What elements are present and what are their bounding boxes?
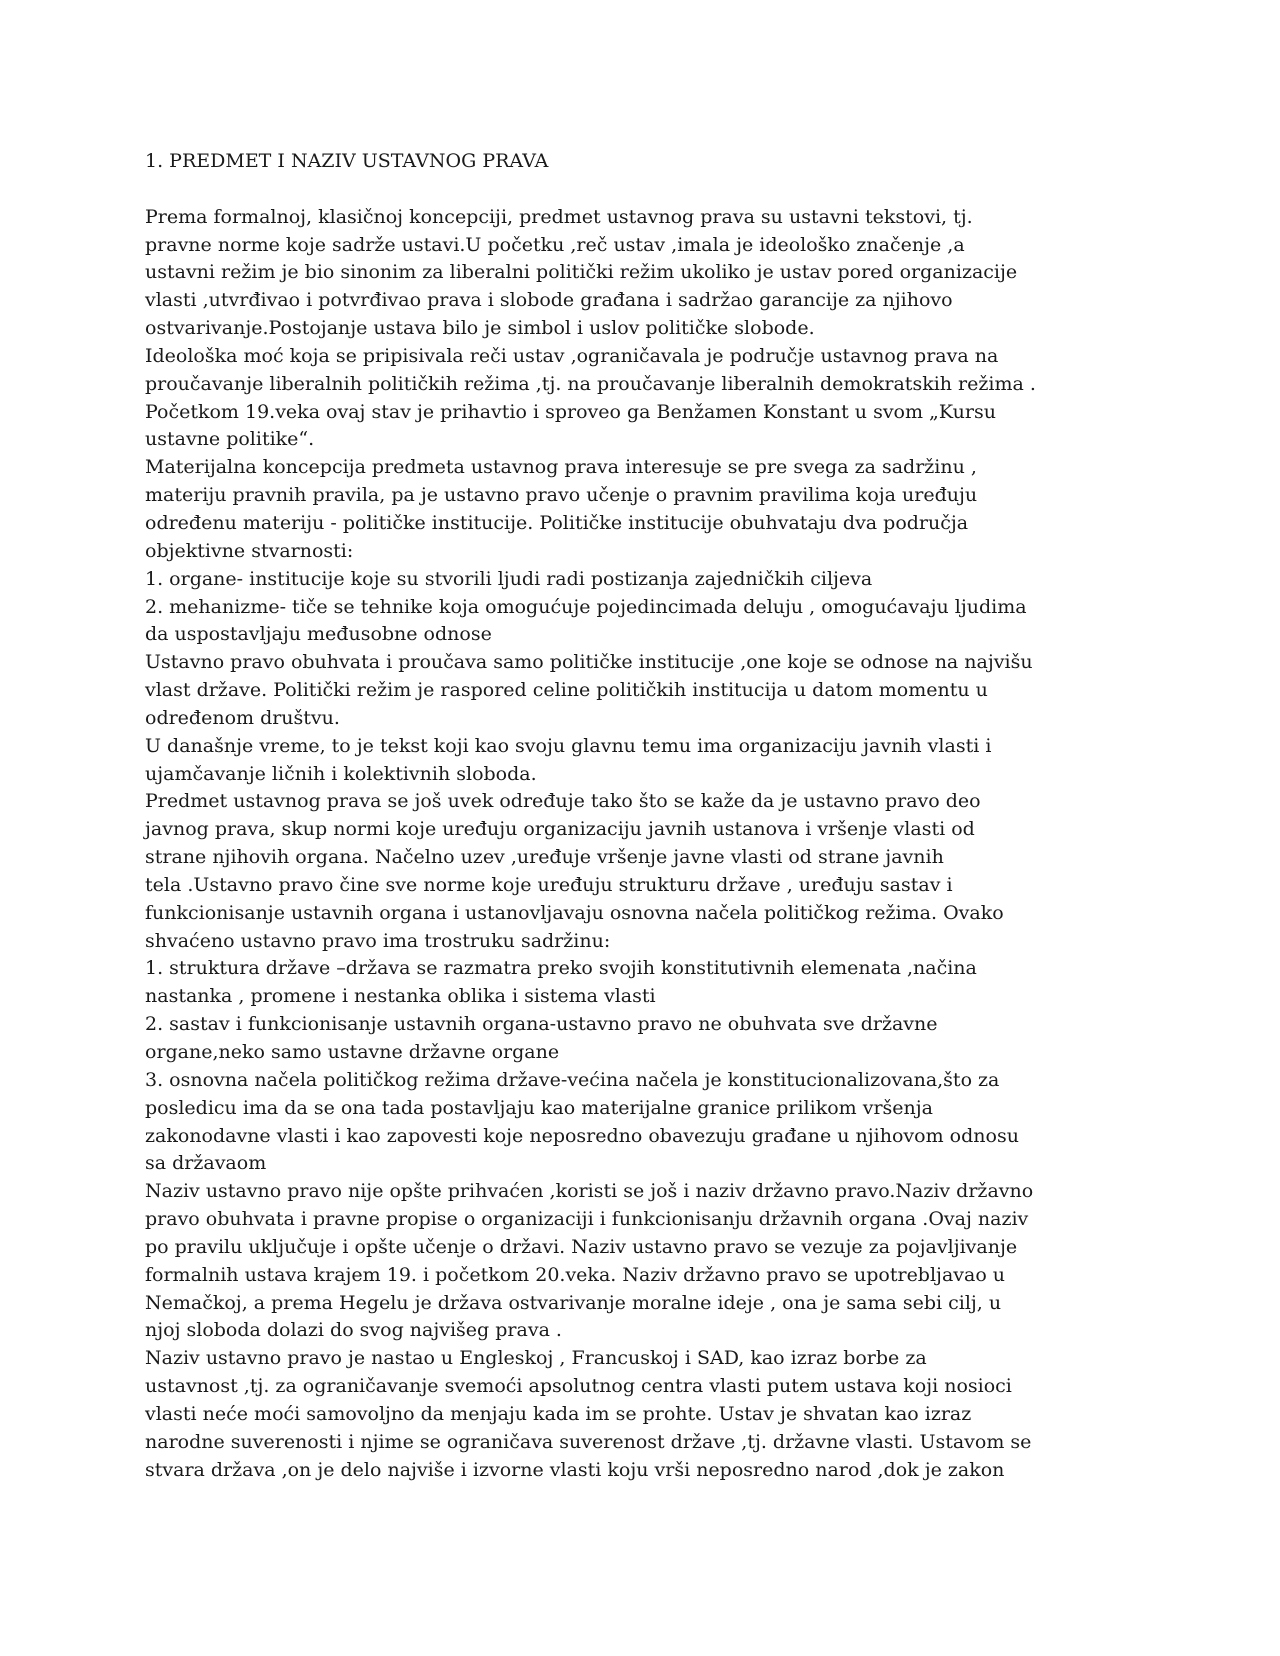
document-body <box>145 148 1135 1485</box>
text-line: javnog prava, skup normi koje uređuju organizaciju javnih ustanova i vršenje vlasti od <box>145 818 975 841</box>
text-line: Nemačkoj, a prema Hegelu je država ostvarivanje moralne ideje , ona je sama sebi cilj, u <box>145 1291 1002 1314</box>
text-line: strane njihovih organa. Načelno uzev ,uređuje vršenje javne vlasti od strane javnih <box>145 846 944 869</box>
text-line: 3. osnovna načela političkog režima države-većina načela je konstitucionalizovana,što za <box>145 1068 1000 1091</box>
text-line: Ustavno pravo obuhvata i proučava samo političke institucije ,one koje se odnose na najvišu <box>145 651 1033 674</box>
text-line: 2. mehanizme- tiče se tehnike koja omogućuje pojedincimada deluju , omogućavaju ljudima <box>145 595 1027 618</box>
text-line: Prema formalnoj, klasičnoj koncepciji, predmet ustavnog prava su ustavni tekstovi, tj. <box>145 205 973 228</box>
text-line: narodne suverenosti i njime se ograničava suverenost države ,tj. državne vlasti. Ustavom se <box>145 1430 1032 1453</box>
text-line: određenu materiju - političke institucije. Političke institucije obuhvataju dva područja <box>145 511 969 534</box>
text-line: zakonodavne vlasti i kao zapovesti koje neposredno obavezuju građane u njihovom odnosu <box>145 1124 1019 1147</box>
text-line: posledicu ima da se ona tada postavljaju kao materijalne granice prilikom vršenja <box>145 1096 933 1119</box>
text-line: pravne norme koje sadrže ustavi.U početku ,reč ustav ,imala je ideološko značenje ,a <box>145 233 965 256</box>
text-line: funkcionisanje ustavnih organa i ustanovljavaju osnovna načela političkog režima. Ovako <box>145 901 1004 924</box>
text-line: 1. struktura države –država se razmatra preko svojih konstitutivnih elemenata ,načina <box>145 957 977 980</box>
document-title: 1. PREDMET I NAZIV USTAVNOG PRAVA <box>145 150 549 172</box>
text-line: sa državaom <box>145 1152 267 1175</box>
text-line: 1. organe- institucije koje su stvorili ljudi radi postizanja zajedničkih ciljeva <box>145 567 873 590</box>
text-line: vlasti neće moći samovoljno da menjaju kada im se prohte. Ustav je shvatan kao izraz <box>145 1402 972 1425</box>
text-line: ustavne politike“. <box>145 428 315 451</box>
text-line: određenom društvu. <box>145 706 340 729</box>
text-line: Materijalna koncepcija predmeta ustavnog prava interesuje se pre svega za sadržinu , <box>145 456 977 479</box>
text-line: shvaćeno ustavno pravo ima trostruku sadržinu: <box>145 929 611 952</box>
text-line: vlasti ,utvrđivao i potvrđivao prava i slobode građana i sadržao garancije za njihovo <box>145 289 953 312</box>
text-line: U današnje vreme, to je tekst koji kao svoju glavnu temu ima organizaciju javnih vlasti i <box>145 734 992 757</box>
text-line: po pravilu uključuje i opšte učenje o državi. Naziv ustavno pravo se vezuje za pojavljivanje <box>145 1235 1018 1258</box>
text-line: organe,neko samo ustavne državne organe <box>145 1041 560 1063</box>
text-line: Naziv ustavno pravo nije opšte prihvaćen ,koristi se još i naziv državno pravo.Naziv državno <box>145 1180 1034 1203</box>
text-line: materiju pravnih pravila, pa je ustavno pravo učenje o pravnim pravilima koja uređuju <box>145 484 978 507</box>
text-line: ustavni režim je bio sinonim za liberalni politički režim ukoliko je ustav pored organizacije <box>145 261 1018 284</box>
text-line: Početkom 19.veka ovaj stav je prihavtio i sproveo ga Benžamen Konstant u svom „Kursu <box>145 400 996 423</box>
text-line: ujamčavanje ličnih i kolektivnih sloboda. <box>145 762 537 785</box>
text-line: pravo obuhvata i pravne propise o organizaciji i funkcionisanju državnih organa .Ovaj naziv <box>145 1208 1029 1231</box>
text-line: vlast države. Politički režim je raspored celine političkih institucija u datom momentu u <box>145 679 988 702</box>
text-line: nastanka , promene i nestanka oblika i sistema vlasti <box>145 985 656 1008</box>
text-line: proučavanje liberalnih političkih režima ,tj. na proučavanje liberalnih demokratskih režima . <box>145 372 1036 395</box>
text-line: ustavnost ,tj. za ograničavanje svemoći apsolutnog centra vlasti putem ustava koji nosioci <box>145 1375 1012 1398</box>
text-line: Naziv ustavno pravo je nastao u Engleskoj , Francuskoj i SAD, kao izraz borbe za <box>145 1347 927 1370</box>
text-line: Predmet ustavnog prava se još uvek određuje tako što se kaže da je ustavno pravo deo <box>145 790 981 813</box>
text-line: tela .Ustavno pravo čine sve norme koje uređuju strukturu države , uređuju sastav i <box>145 873 953 896</box>
text-line: Ideološka moć koja se pripisivala reči ustav ,ograničavala je područje ustavnog prava na <box>145 344 999 367</box>
text-line: ostvarivanje.Postojanje ustava bilo je simbol i uslov političke slobode. <box>145 317 815 340</box>
blank-line <box>145 176 1135 204</box>
text-line: da uspostavljaju međusobne odnose <box>145 623 492 646</box>
paragraph-lines <box>145 204 1135 1485</box>
text-line: njoj sloboda dolazi do svog najvišeg prava . <box>145 1319 562 1342</box>
text-line: objektivne stvarnosti: <box>145 539 354 562</box>
text-line: 2. sastav i funkcionisanje ustavnih organa-ustavno pravo ne obuhvata sve državne <box>145 1013 938 1036</box>
text-line: stvara država ,on je delo najviše i izvorne vlasti koju vrši neposredno narod ,dok je zakon <box>145 1458 1005 1481</box>
text-line: formalnih ustava krajem 19. i početkom 20.veka. Naziv državno pravo se upotrebljavao u <box>145 1263 1006 1286</box>
